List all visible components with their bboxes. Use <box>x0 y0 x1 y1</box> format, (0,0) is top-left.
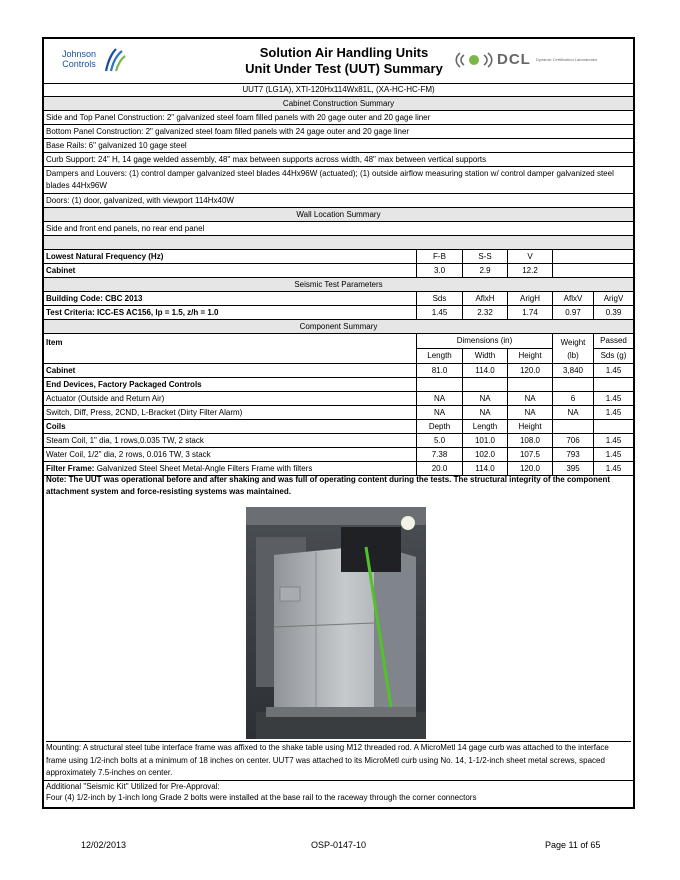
frequency-cabinet-row <box>44 264 633 278</box>
filter-length: 20.0 <box>416 462 462 475</box>
component-heading: Component Summary <box>44 320 633 334</box>
switch-length: NA <box>416 406 462 419</box>
seismic-value-arigv: 0.39 <box>593 306 633 319</box>
steam-sds: 1.45 <box>593 434 633 447</box>
dcl-name: DCL <box>497 51 531 68</box>
switch-name: Switch, Diff, Press, 2CND, L-Bracket (Dirty Filter Alarm) <box>46 408 243 417</box>
component-row-cabinet <box>44 364 633 378</box>
component-row-actuator <box>44 392 633 406</box>
johnson-controls-mark-icon <box>102 47 126 73</box>
cabinet-height: 120.0 <box>507 364 552 377</box>
uut-photo <box>246 507 426 739</box>
freq-col-ss: S-S <box>462 250 507 263</box>
filter-sds: 1.45 <box>593 462 633 475</box>
dcl-subtitle: Dynamic Certification Laboratories <box>536 57 598 62</box>
mounting-text: Mounting: A structural steel tube interface frame was affixed to the shake table using M12 threaded rod. A MicroMetl 14 gage curb was attached to the interface frame using 1/2-inch bolts at a minimum of 18 inches on center. UUT7 was attached to its MicroMetl curb using No. 14, 1-1/2-inch sheet metal screws, spaced approximately 7.5-inches on center. <box>46 741 631 780</box>
dim-col-width: Width <box>462 349 507 364</box>
seismic-col-aflxv: AflxV <box>552 292 593 305</box>
footer-doc-number: OSP-0147-10 <box>311 840 367 850</box>
seismic-kit-section <box>44 780 633 803</box>
seismic-header-row <box>44 292 633 306</box>
seismic-col-arigh: ArigH <box>507 292 552 305</box>
freq-value-v: 12.2 <box>507 264 552 277</box>
summary-sheet <box>42 37 635 809</box>
water-weight: 793 <box>552 448 593 461</box>
cabinet-line-bottom-panel: Bottom Panel Construction: 2" galvanized steel foam filled panels with 24 gage outer and 20 gage liner <box>44 125 633 139</box>
seismic-col-aflxh: AflxH <box>462 292 507 305</box>
dcl-signal-icon <box>454 51 494 69</box>
test-criteria-label: Test Criteria: ICC-ES AC156, Ip = 1.5, z/h = 1.0 <box>46 308 219 317</box>
actuator-weight: 6 <box>552 392 593 405</box>
component-row-end-devices <box>44 378 633 392</box>
dim-col-length: Length <box>416 349 462 364</box>
seismic-value-sds: 1.45 <box>416 306 462 319</box>
component-row-water-coil <box>44 448 633 462</box>
actuator-sds: 1.45 <box>593 392 633 405</box>
steam-name: Steam Coil, 1" dia, 1 rows,0.035 TW, 2 stack <box>46 436 204 445</box>
filter-name-rest: Galvanized Steel Sheet Metal-Angle Filters Frame with filters <box>94 464 313 473</box>
coils-col-height: Height <box>507 420 552 433</box>
johnson-controls-logo <box>56 47 126 77</box>
seismic-values-row <box>44 306 633 320</box>
cabinet-line-doors: Doors: (1) door, galvanized, with viewport 114Hx40W <box>44 194 633 208</box>
footer-date: 12/02/2013 <box>81 840 127 850</box>
steam-weight: 706 <box>552 434 593 447</box>
frequency-row-label: Cabinet <box>46 266 76 275</box>
component-header-row <box>44 334 633 364</box>
seismic-value-aflxh: 2.32 <box>462 306 507 319</box>
steam-depth: 5.0 <box>416 434 462 447</box>
coils-col-length: Length <box>462 420 507 433</box>
uut-label: UUT7 (LG1A), XTI-120Hx114Wx81L, (XA-HC-HC-FM) <box>44 83 633 97</box>
passed-label: Passed <box>593 334 633 349</box>
coils-name: Coils <box>46 422 66 431</box>
switch-width: NA <box>462 406 507 419</box>
title-line-1: Solution Air Handling Units <box>259 45 429 60</box>
steam-length: 101.0 <box>462 434 507 447</box>
filter-name-bold: Filter Frame: <box>46 464 95 473</box>
component-row-coils <box>44 420 633 434</box>
seismic-value-aflxv: 0.97 <box>552 306 593 319</box>
seismic-col-sds: Sds <box>416 292 462 305</box>
water-name: Water Coil, 1/2" dia, 2 rows, 0.016 TW, 3 stack <box>46 450 211 459</box>
switch-height: NA <box>507 406 552 419</box>
dimensions-label: Dimensions (in) <box>416 334 552 349</box>
dcl-logo <box>454 51 632 71</box>
cabinet-line-side-panel: Side and Top Panel Construction: 2" galvanized steel foam filled panels with 20 gage outer and 20 gage liner <box>44 111 633 125</box>
filter-name <box>44 464 312 473</box>
weight-unit: (lb) <box>567 351 579 360</box>
logo-line-1: Johnson <box>61 49 97 59</box>
seismic-value-arigh: 1.74 <box>507 306 552 319</box>
seismic-col-arigv: ArigV <box>593 292 633 305</box>
water-height: 107.5 <box>507 448 552 461</box>
weight-label: Weight <box>560 338 586 347</box>
switch-weight: NA <box>552 406 593 419</box>
freq-value-ss: 2.9 <box>462 264 507 277</box>
filter-width: 114.0 <box>462 462 507 475</box>
freq-col-fb: F-B <box>416 250 462 263</box>
actuator-length: NA <box>416 392 462 405</box>
water-sds: 1.45 <box>593 448 633 461</box>
freq-col-blank <box>552 250 633 263</box>
building-code-label: Building Code: CBC 2013 <box>46 294 143 303</box>
freq-value-blank <box>552 264 633 277</box>
freq-value-fb: 3.0 <box>416 264 462 277</box>
end-devices-label: End Devices, Factory Packaged Controls <box>46 380 202 389</box>
test-note: Note: The UUT was operational before and after shaking and was full of operating content during the tests. The structural integrity of the component attachment system and force-resisting systems was maintained. <box>46 475 611 496</box>
water-depth: 7.38 <box>416 448 462 461</box>
spacer-row <box>44 236 633 250</box>
dim-col-height: Height <box>507 349 552 364</box>
switch-sds: 1.45 <box>593 406 633 419</box>
component-row-switch <box>44 406 633 420</box>
coils-col-depth: Depth <box>416 420 462 433</box>
filter-weight: 395 <box>552 462 593 475</box>
cabinet-line-dampers: Dampers and Louvers: (1) control damper galvanized steel blades 44Hx96W (actuated); (1) outside airflow measuring station w/ control damper galvanized steel blades 44Hx96W <box>44 167 633 194</box>
cabinet-name: Cabinet <box>46 366 76 375</box>
logo-line-2: Controls <box>62 59 96 69</box>
page-title <box>229 45 459 77</box>
seismic-heading: Seismic Test Parameters <box>44 278 633 292</box>
seismic-kit-text: Four (4) 1/2-inch by 1-inch long Grade 2 bolts were installed at the base rail to the raceway through the corner connectors <box>46 793 477 802</box>
cabinet-line-base-rails: Base Rails: 6" galvanized 10 gage steel <box>44 139 633 153</box>
filter-height: 120.0 <box>507 462 552 475</box>
water-length: 102.0 <box>462 448 507 461</box>
steam-height: 108.0 <box>507 434 552 447</box>
cabinet-length: 81.0 <box>416 364 462 377</box>
seismic-kit-title: Additional "Seismic Kit" Utilized for Pre-Approval: <box>46 782 220 791</box>
weight-header <box>552 334 593 363</box>
component-row-steam-coil <box>44 434 633 448</box>
wall-line: Side and front end panels, no rear end panel <box>44 222 633 236</box>
cabinet-weight: 3,840 <box>552 364 593 377</box>
frequency-label: Lowest Natural Frequency (Hz) <box>46 252 164 261</box>
wall-heading: Wall Location Summary <box>44 208 633 222</box>
frequency-header-row <box>44 250 633 264</box>
footer-page-number: Page 11 of 65 <box>545 840 601 850</box>
item-label: Item <box>46 338 63 347</box>
actuator-height: NA <box>507 392 552 405</box>
cabinet-sds: 1.45 <box>593 364 633 377</box>
freq-col-v: V <box>507 250 552 263</box>
actuator-name: Actuator (Outside and Return Air) <box>46 394 165 403</box>
page-header <box>44 39 633 84</box>
title-line-2: Unit Under Test (UUT) Summary <box>245 61 443 76</box>
cabinet-line-curb: Curb Support: 24" H, 14 gage welded assembly, 48" max between supports across width, 48" max between vertical supports <box>44 153 633 167</box>
cabinet-heading: Cabinet Construction Summary <box>44 97 633 111</box>
actuator-width: NA <box>462 392 507 405</box>
cabinet-width: 114.0 <box>462 364 507 377</box>
sds-label: Sds (g) <box>593 349 633 364</box>
